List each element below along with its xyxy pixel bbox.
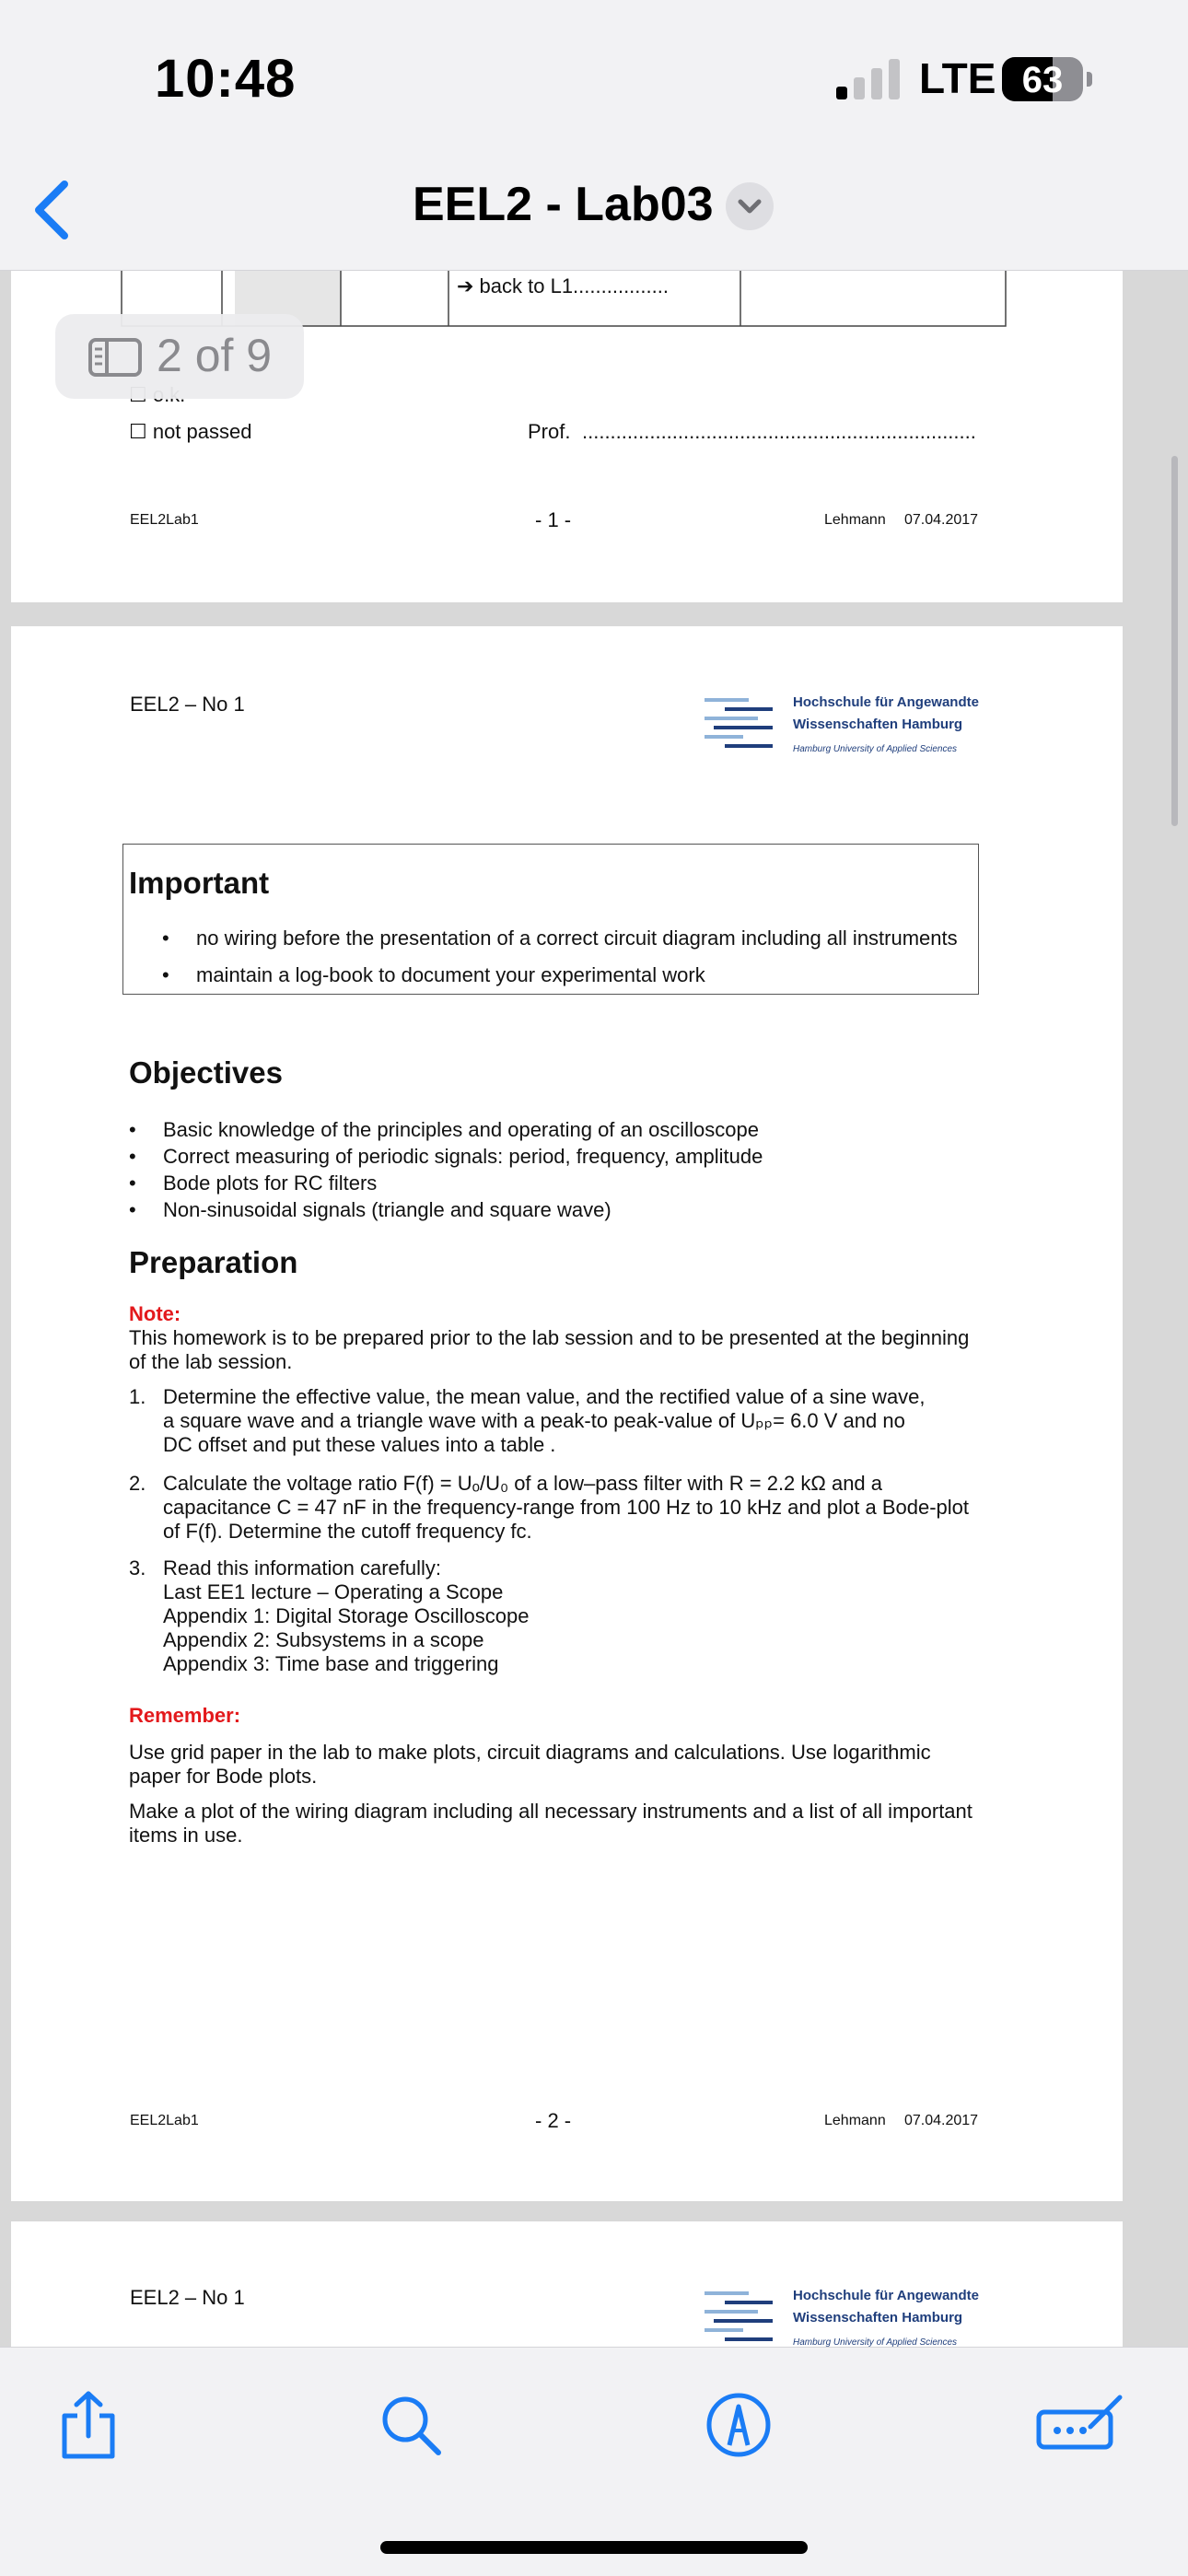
prep-item-line: a square wave and a triangle wave with a peak-to peak-value of Uₚₚ= 6.0 V and no [163, 1409, 905, 1432]
prep-item-line: Calculate the voltage ratio F(f) = Uₒ/U₀ of a low–pass filter with R = 2.2 kΩ and a [163, 1472, 883, 1495]
university-logo [705, 694, 981, 759]
preparation-heading: Preparation [129, 1245, 298, 1279]
logo-line-1: Hochschule für Angewandte [793, 2288, 979, 2303]
share-icon [52, 2388, 125, 2462]
markup-pen-icon [702, 2388, 775, 2462]
markup-button[interactable] [702, 2388, 775, 2462]
prep-item-line: Appendix 1: Digital Storage Oscilloscope [163, 1604, 530, 1627]
prep-item-line: capacitance C = 47 nF in the frequency-range from 100 Hz to 10 kHz and plot a Bode-plot [163, 1496, 970, 1519]
objective-item: Bode plots for RC filters [163, 1171, 378, 1195]
prep-item-line: of F(f). Determine the cutoff frequency fᴄ. [163, 1520, 532, 1543]
logo-line-2: Wissenschaften Hamburg [793, 717, 963, 732]
pdf-page-2 [11, 626, 1123, 2201]
prep-item-line: Read this information carefully: [163, 1556, 442, 1579]
logo-line-3: Hamburg University of Applied Sciences [793, 744, 958, 754]
page-header: EEL2 – No 1 [130, 693, 245, 716]
objective-item: Correct measuring of periodic signals: period, frequency, amplitude [163, 1145, 763, 1168]
page-header: EEL2 – No 1 [130, 2286, 245, 2309]
remember-text: paper for Bode plots. [129, 1765, 318, 1788]
battery-tip [1087, 72, 1092, 87]
back-button[interactable] [28, 173, 83, 247]
remember-label: Remember: [129, 1704, 241, 1727]
note-text: This homework is to be prepared prior to the lab session and to be presented at the beginning [129, 1326, 970, 1349]
prep-item-line: Determine the effective value, the mean value, and the rectified value of a sine wave, [163, 1385, 926, 1408]
status-bar [0, 0, 1188, 147]
bullet-dot: • [162, 927, 169, 950]
chevron-left-icon [28, 173, 83, 247]
important-heading: Important [129, 866, 270, 900]
logo-line-2: Wissenschaften Hamburg [793, 2310, 963, 2325]
prep-item-line: DC offset and put these values into a table . [163, 1433, 556, 1456]
prep-item-line: Appendix 3: Time base and triggering [163, 1652, 499, 1675]
pdf-page-3 [11, 2221, 1123, 2347]
footer-page-number: - 2 - [535, 2109, 572, 2132]
keyboard-edit-icon [1035, 2388, 1127, 2462]
search-button[interactable] [374, 2388, 448, 2462]
footer-author: Lehmann [824, 2113, 886, 2128]
clock: 10:48 [155, 49, 297, 109]
page-indicator-text: 2 of 9 [157, 330, 273, 381]
footer-left: EEL2Lab1 [130, 512, 199, 528]
objective-item: Non-sinusoidal signals (triangle and square wave) [163, 1198, 611, 1221]
remember-text: Make a plot of the wiring diagram including all necessary instruments and a list of all important [129, 1800, 973, 1823]
bullet-dot: • [129, 1171, 136, 1195]
university-logo [705, 2288, 981, 2347]
important-item: no wiring before the presentation of a correct circuit diagram including all instruments [196, 927, 958, 950]
battery-percent: 63 [1021, 60, 1064, 100]
important-item: maintain a log-book to document your experimental work [196, 963, 705, 986]
share-button[interactable] [52, 2388, 125, 2462]
title-menu-button[interactable] [726, 182, 774, 230]
prof-signature-line: ...................................................................... [582, 420, 976, 443]
logo-line-3: Hamburg University of Applied Sciences [793, 2337, 958, 2347]
scrollbar-thumb[interactable] [1171, 456, 1178, 826]
cellular-signal-icon [836, 59, 901, 99]
prof-label: Prof. [528, 420, 571, 443]
item-number: 1. [129, 1385, 146, 1408]
bullet-dot: • [129, 1118, 136, 1141]
item-number: 3. [129, 1556, 146, 1579]
back-to-l1-text: ➔ back to L1................. [457, 274, 669, 297]
page-indicator[interactable] [55, 314, 304, 399]
logo-line-1: Hochschule für Angewandte [793, 694, 979, 710]
not-passed-checkbox-label: ☐ not passed [129, 420, 252, 443]
network-type: LTE [919, 54, 996, 102]
objective-item: Basic knowledge of the principles and operating of an oscilloscope [163, 1118, 759, 1141]
home-indicator[interactable] [380, 2541, 808, 2554]
objectives-heading: Objectives [129, 1055, 283, 1090]
note-label: Note: [129, 1302, 181, 1325]
footer-page-number: - 1 - [535, 508, 572, 531]
note-text: of the lab session. [129, 1350, 293, 1373]
remember-text: Use grid paper in the lab to make plots, circuit diagrams and calculations. Use logarithmic [129, 1741, 931, 1764]
item-number: 2. [129, 1472, 146, 1495]
search-icon [374, 2388, 448, 2462]
navigation-bar [0, 147, 1188, 271]
bullet-dot: • [162, 963, 169, 986]
document-viewer[interactable] [0, 271, 1188, 2347]
form-fill-button[interactable] [1035, 2388, 1127, 2462]
footer-left: EEL2Lab1 [130, 2113, 199, 2128]
footer-date: 07.04.2017 [904, 2113, 979, 2128]
document-title[interactable]: EEL2 - Lab03 [413, 178, 714, 231]
bullet-dot: • [129, 1145, 136, 1168]
sidebar-icon [88, 338, 142, 377]
footer-author: Lehmann [824, 512, 886, 528]
prep-item-line: Last EE1 lecture – Operating a Scope [163, 1580, 504, 1603]
footer-date: 07.04.2017 [904, 512, 979, 528]
remember-text: items in use. [129, 1824, 243, 1847]
battery-icon [1002, 57, 1083, 101]
bullet-dot: • [129, 1198, 136, 1221]
prep-item-line: Appendix 2: Subsystems in a scope [163, 1628, 484, 1651]
chevron-down-icon [726, 182, 774, 230]
